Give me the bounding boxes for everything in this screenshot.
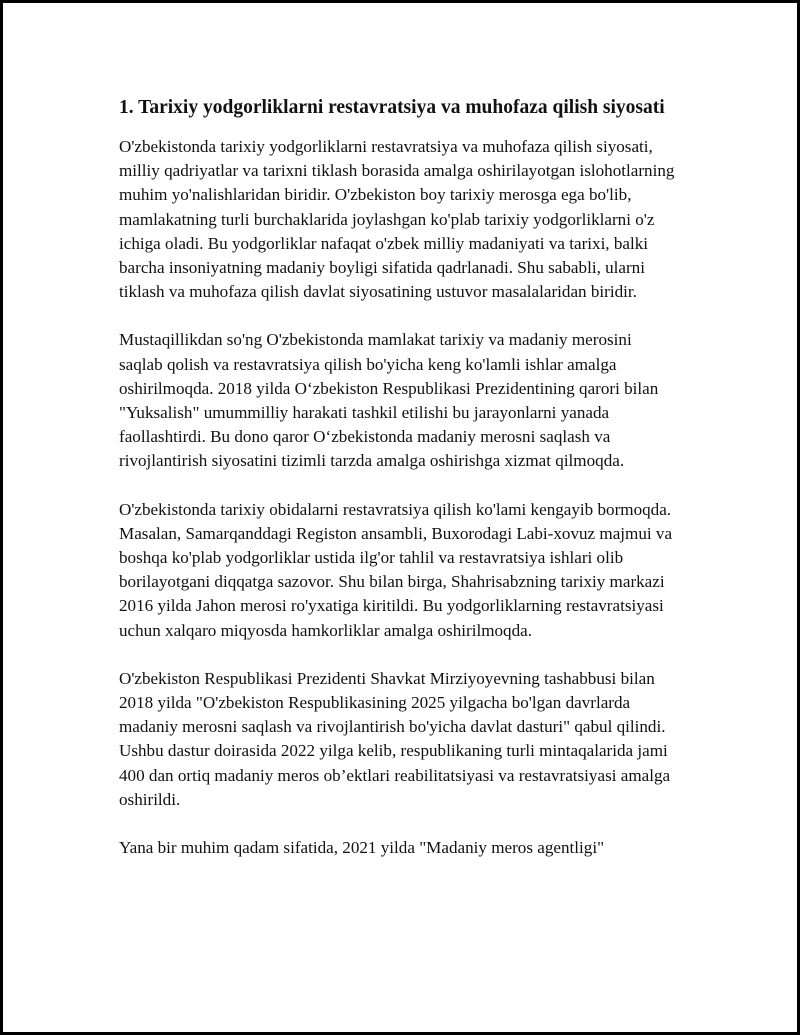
paragraph-2: Mustaqillikdan so'ng O'zbekistonda mamlakat tarixiy va madaniy merosini saqlab qolish va restavratsiya qilish bo'yicha keng ko'lamli ishlar amalga oshirilmoqda. 2018 yilda O‘zbekiston Respublikasi Prezidentining qarori bilan "Yuksalish" umummilliy harakati tashkil etilishi bu jarayonlarni yanada faollashtirdi. Bu dono qaror O‘zbekistonda madaniy merosni saqlash va rivojlantirish siyosatini tizimli tarzda amalga oshirishga xizmat qilmoqda. <box>119 330 659 471</box>
paragraph-3: O'zbekistonda tarixiy obidalarni restavratsiya qilish ko'lami kengayib bormoqda. Masalan, Samarqanddagi Registon ansambli, Buxorodagi Labi-xovuz majmui va boshqa ko'plab yodgorliklar ustida ilg'or tahlil va restavratsiya ishlari olib borilayotgani diqqatga sazovor. Shu bilan birga, Shahrisabzning tarixiy markazi 2016 yilda Jahon merosi ro'yxatiga kiritildi. Bu yodgorliklarning restavratsiyasi uchun xalqaro miqyosda hamkorliklar amalga oshirilmoqda. <box>119 499 673 640</box>
paragraph-5: Yana bir muhim qadam sifatida, 2021 yilda "Madaniy meros agentligi" <box>119 838 605 858</box>
section-heading: 1. Tarixiy yodgorliklarni restavratsiya va muhofaza qilish siyosati <box>119 97 665 118</box>
paragraph-4: O'zbekiston Respublikasi Prezidenti Shavkat Mirziyoyevning tashabbusi bilan 2018 yilda "O'zbekiston Respublikasining 2025 yilgacha bo'lgan davrlarda madaniy merosni saqlash va rivojlantirish bo'yicha davlat dasturi" qabul qilindi. Ushbu dastur doirasida 2022 yilga kelib, respublikaning turli mintaqalarida jami 400 dan ortiq madaniy meros ob’ektlari reabilitatsiyasi va restavratsiyasi amalga oshirildi. <box>119 668 671 809</box>
paragraph-1: O'zbekistonda tarixiy yodgorliklarni restavratsiya va muhofaza qilish siyosati, milliy qadriyatlar va tarixni tiklash borasida amalga oshirilayotgan islohotlarning muhim yo'nalishlaridan biridir. O'zbekiston boy tarixiy merosga ega bo'lib, mamlakatning turli burchaklarida joylashgan ko'plab tarixiy yodgorliklarni o'z ichiga oladi. Bu yodgorliklar nafaqat o'zbek milliy madaniyati va tarixi, balki barcha insoniyatning madaniy boyligi sifatida qadrlanadi. Shu sababli, ularni tiklash va muhofaza qilish davlat siyosatining ustuvor masalalaridan biridir. <box>119 137 675 302</box>
document-body <box>119 95 679 884</box>
